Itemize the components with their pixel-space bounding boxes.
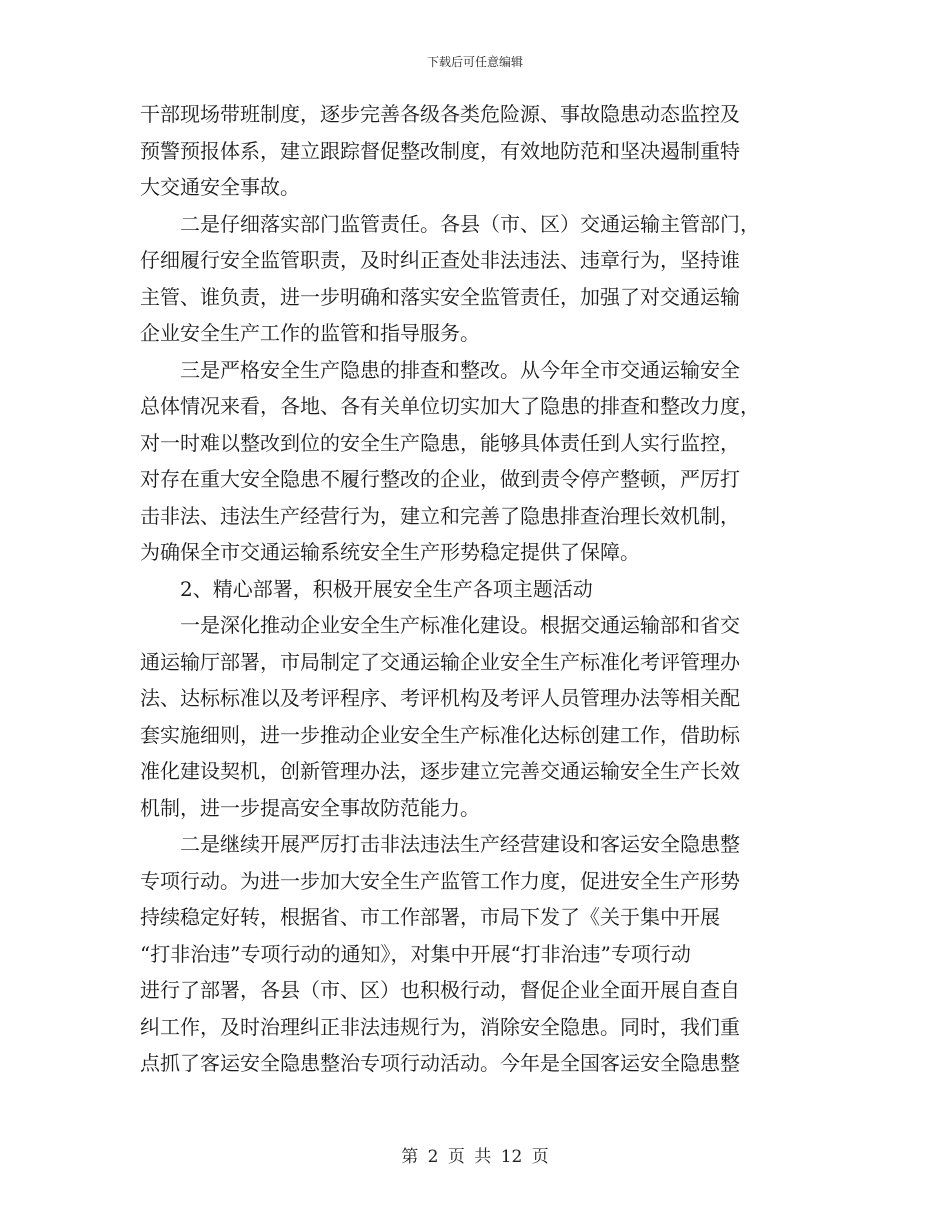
text-line: 纠工作，及时治理纠正非法违规行为，消除安全隐患。同时，我们重 (140, 1014, 740, 1039)
paragraph-start-line: 二是仔细落实部门监管责任。各县（市、区）交通运输主管部门， (180, 211, 760, 236)
section-heading: 2、精心部署，积极开展安全生产各项主题活动 (180, 576, 593, 601)
text-line: 法、达标标准以及考评程序、考评机构及考评人员管理办法等相关配 (140, 686, 740, 710)
text-line: 企业安全生产工作的监管和指导服务。 (140, 321, 480, 345)
text-line: 大交通安全事故。 (140, 175, 300, 199)
text-line: 套实施细则，进一步推动企业安全生产标准化达标创建工作，借助标 (140, 722, 740, 747)
text-line: 预警预报体系，建立跟踪督促整改制度，有效地防范和坚决遏制重特 (140, 138, 740, 163)
text-line: 机制，进一步提高安全事故防范能力。 (140, 795, 480, 820)
text-line: 点抓了客运安全隐患整治专项行动活动。今年是全国客运安全隐患整 (140, 1051, 740, 1075)
paragraph-start-line: 一是深化推动企业安全生产标准化建设。根据交通运输部和省交 (180, 613, 740, 637)
text-line: 准化建设契机，创新管理办法，逐步建立完善交通运输安全生产长效 (140, 759, 740, 783)
text-line: 击非法、违法生产经营行为，建立和完善了隐患排查治理长效机制， (140, 503, 740, 528)
text-line: 进行了部署，各县（市、区）也积极行动，督促企业全面开展自查自 (140, 978, 740, 1002)
page-header: 下载后可任意编辑 (426, 55, 523, 69)
text-line: 通运输厅部署，市局制定了交通运输企业安全生产标准化考评管理办 (140, 649, 740, 674)
text-line: 对一时难以整改到位的安全生产隐患，能够具体责任到人实行监控， (140, 430, 740, 455)
text-line: 仔细履行安全监管职责，及时纠正查处非法违法、违章行为，坚持谁 (140, 248, 740, 272)
paragraph-start-line: 二是继续开展严厉打击非法违法生产经营建设和客运安全隐患整 (180, 832, 740, 856)
text-line: “打非治违”专项行动的通知》，对集中开展“打非治违”专项行动 (140, 941, 691, 966)
text-line: 主管、谁负责，进一步明确和落实安全监管责任，加强了对交通运输 (140, 284, 740, 309)
text-line: 为确保全市交通运输系统安全生产形势稳定提供了保障。 (140, 540, 640, 564)
text-line: 专项行动。为进一步加大安全生产监管工作力度，促进安全生产形势 (140, 868, 740, 893)
text-line: 干部现场带班制度，逐步完善各级各类危险源、事故隐患动态监控及 (140, 102, 740, 126)
text-line: 对存在重大安全隐患不履行整改的企业，做到责令停产整顿，严厉打 (140, 467, 740, 491)
paragraph-start-line: 三是严格安全生产隐患的排查和整改。从今年全市交通运输安全 (180, 357, 740, 382)
document-body (140, 96, 810, 1082)
page-footer: 第 2 页 共 12 页 (401, 1147, 549, 1167)
text-line: 总体情况来看，各地、各有关单位切实加大了隐患的排查和整改力度， (140, 394, 760, 418)
text-line: 持续稳定好转，根据省、市工作部署，市局下发了《关于集中开展 (140, 905, 720, 929)
